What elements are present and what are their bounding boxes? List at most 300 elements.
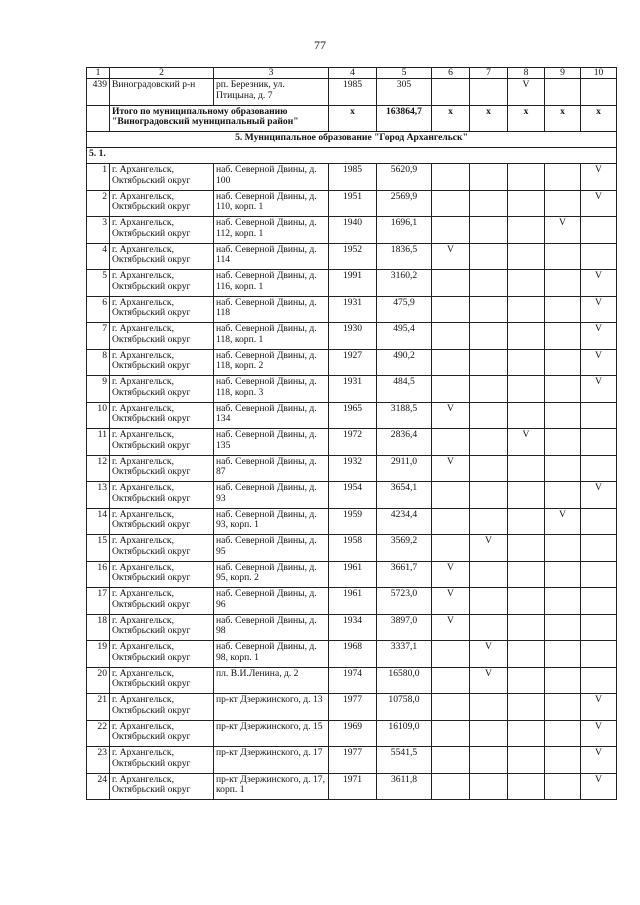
row-address: рп. Березник, ул. Птицына, д. 7 [214, 79, 329, 106]
row-mark [432, 667, 470, 694]
row-mark: V [432, 588, 470, 615]
row-mark [470, 455, 508, 482]
row-mark [545, 376, 581, 403]
row-area: 305 [377, 79, 432, 106]
table-row [87, 482, 617, 509]
row-mark [508, 190, 545, 217]
column-header: 2 [110, 68, 214, 79]
row-area: 3188,5 [377, 402, 432, 429]
row-area: 4234,4 [377, 508, 432, 535]
row-year: 1977 [329, 694, 377, 721]
row-area: 1696,1 [377, 217, 432, 244]
table-row [87, 588, 617, 615]
row-address: наб. Северной Двины, д. 110, корп. 1 [214, 190, 329, 217]
row-district: г. Архангельск, Октябрьский округ [110, 614, 214, 641]
row-mark: V [581, 296, 617, 323]
row-year: 1927 [329, 349, 377, 376]
row-area: 495,4 [377, 323, 432, 350]
row-mark [432, 217, 470, 244]
table-row [87, 376, 617, 403]
row-district: г. Архангельск, Октябрьский округ [110, 508, 214, 535]
row-district: г. Архангельск, Октябрьский округ [110, 588, 214, 615]
row-year: 1968 [329, 641, 377, 668]
row-mark: V [581, 720, 617, 747]
row-mark [545, 535, 581, 562]
row-mark [581, 429, 617, 456]
row-mark: V [432, 455, 470, 482]
table-row [87, 323, 617, 350]
row-mark [470, 614, 508, 641]
table-row [87, 402, 617, 429]
row-mark [432, 508, 470, 535]
row-district: Виноградовский р-н [110, 79, 214, 106]
row-mark [470, 429, 508, 456]
row-district: г. Архангельск, Октябрьский округ [110, 270, 214, 297]
row-number: 13 [87, 482, 110, 509]
row-mark [545, 402, 581, 429]
row-year: 1931 [329, 376, 377, 403]
table-row [87, 667, 617, 694]
row-mark [432, 535, 470, 562]
row-mark [508, 243, 545, 270]
row-mark [470, 694, 508, 721]
row-mark [545, 720, 581, 747]
row-area: 5541,5 [377, 747, 432, 774]
row-mark [508, 376, 545, 403]
row-mark [508, 720, 545, 747]
row-mark [470, 482, 508, 509]
row-mark [581, 243, 617, 270]
row-address: наб. Северной Двины, д. 96 [214, 588, 329, 615]
column-header: 3 [214, 68, 329, 79]
row-mark [508, 694, 545, 721]
row-mark: V [581, 773, 617, 800]
row-mark [508, 614, 545, 641]
row-mark: V [432, 614, 470, 641]
housing-registry-table [86, 67, 617, 800]
row-mark: V [470, 667, 508, 694]
row-year: 1961 [329, 588, 377, 615]
row-year: 1971 [329, 773, 377, 800]
row-year: 1930 [329, 323, 377, 350]
row-mark [545, 482, 581, 509]
row-year: 1952 [329, 243, 377, 270]
row-mark [508, 588, 545, 615]
row-address: наб. Северной Двины, д. 118 [214, 296, 329, 323]
row-mark [432, 773, 470, 800]
total-mark: x [545, 105, 581, 132]
row-mark [470, 164, 508, 191]
row-mark: V [581, 164, 617, 191]
row-area: 5723,0 [377, 588, 432, 615]
row-mark [545, 79, 581, 106]
row-mark [470, 402, 508, 429]
row-mark [508, 402, 545, 429]
row-area: 2569,9 [377, 190, 432, 217]
row-mark [470, 349, 508, 376]
row-area: 484,5 [377, 376, 432, 403]
row-mark [470, 270, 508, 297]
row-mark [581, 641, 617, 668]
row-year: 1940 [329, 217, 377, 244]
row-year: 1974 [329, 667, 377, 694]
row-year: 1958 [329, 535, 377, 562]
table-row [87, 535, 617, 562]
row-address: наб. Северной Двины, д. 114 [214, 243, 329, 270]
row-address: наб. Северной Двины, д. 98, корп. 1 [214, 641, 329, 668]
row-year: 1985 [329, 79, 377, 106]
row-mark: V [470, 641, 508, 668]
row-mark [470, 588, 508, 615]
row-mark [508, 747, 545, 774]
row-district: г. Архангельск, Октябрьский округ [110, 217, 214, 244]
row-mark [545, 455, 581, 482]
row-year: 1934 [329, 614, 377, 641]
row-mark [581, 667, 617, 694]
row-address: наб. Северной Двины, д. 118, корп. 2 [214, 349, 329, 376]
row-district: г. Архангельск, Октябрьский округ [110, 349, 214, 376]
row-mark [470, 720, 508, 747]
row-mark [432, 164, 470, 191]
row-mark [545, 164, 581, 191]
row-mark: V [581, 694, 617, 721]
table-row [87, 747, 617, 774]
row-mark [508, 323, 545, 350]
row-number: 10 [87, 402, 110, 429]
row-mark [508, 349, 545, 376]
row-district: г. Архангельск, Октябрьский округ [110, 323, 214, 350]
row-number: 8 [87, 349, 110, 376]
column-header: 7 [470, 68, 508, 79]
row-mark: V [508, 429, 545, 456]
row-year: 1932 [329, 455, 377, 482]
row-mark [545, 243, 581, 270]
row-mark [470, 243, 508, 270]
row-mark [545, 429, 581, 456]
row-mark [470, 323, 508, 350]
row-area: 3160,2 [377, 270, 432, 297]
row-area: 16580,0 [377, 667, 432, 694]
row-mark [432, 482, 470, 509]
row-number: 3 [87, 217, 110, 244]
row-address: наб. Северной Двины, д. 118, корп. 3 [214, 376, 329, 403]
row-year: 1977 [329, 747, 377, 774]
row-mark [545, 641, 581, 668]
column-number-row [87, 68, 617, 79]
row-year: 1969 [329, 720, 377, 747]
subsection-title: 5. 1. [87, 148, 617, 164]
table-row [87, 79, 617, 106]
row-number: 12 [87, 455, 110, 482]
row-mark [545, 296, 581, 323]
row-year: 1954 [329, 482, 377, 509]
table-row [87, 694, 617, 721]
row-mark [432, 720, 470, 747]
row-number: 5 [87, 270, 110, 297]
column-header: 1 [87, 68, 110, 79]
row-mark [545, 349, 581, 376]
row-number: 20 [87, 667, 110, 694]
row-address: пл. В.И.Ленина, д. 2 [214, 667, 329, 694]
row-district: г. Архангельск, Октябрьский округ [110, 747, 214, 774]
row-year: 1959 [329, 508, 377, 535]
row-mark [432, 376, 470, 403]
row-mark [508, 217, 545, 244]
row-district: г. Архангельск, Октябрьский округ [110, 455, 214, 482]
row-number: 14 [87, 508, 110, 535]
row-year: 1991 [329, 270, 377, 297]
row-mark [508, 535, 545, 562]
row-district: г. Архангельск, Октябрьский округ [110, 402, 214, 429]
row-mark: V [470, 535, 508, 562]
subsection-row [87, 148, 617, 164]
row-mark [470, 508, 508, 535]
row-area: 475,9 [377, 296, 432, 323]
row-address: пр-кт Дзержинского, д. 17 [214, 747, 329, 774]
row-number: 23 [87, 747, 110, 774]
row-mark: V [545, 217, 581, 244]
table-row [87, 773, 617, 800]
row-year: 1961 [329, 561, 377, 588]
row-address: наб. Северной Двины, д. 95, корп. 2 [214, 561, 329, 588]
row-year: 1965 [329, 402, 377, 429]
row-mark [545, 323, 581, 350]
total-label: Итого по муниципальному образованию "Виноградовский муниципальный район" [110, 105, 329, 132]
row-area: 2836,4 [377, 429, 432, 456]
row-address: пр-кт Дзержинского, д. 17, корп. 1 [214, 773, 329, 800]
row-mark [545, 270, 581, 297]
row-mark [470, 190, 508, 217]
row-mark [432, 79, 470, 106]
row-mark [581, 535, 617, 562]
row-district: г. Архангельск, Октябрьский округ [110, 376, 214, 403]
row-year: 1972 [329, 429, 377, 456]
row-district: г. Архангельск, Октябрьский округ [110, 296, 214, 323]
row-mark [432, 296, 470, 323]
row-mark: V [545, 508, 581, 535]
table-row [87, 217, 617, 244]
row-number: 6 [87, 296, 110, 323]
row-mark: V [581, 270, 617, 297]
row-mark [508, 641, 545, 668]
table-row [87, 190, 617, 217]
row-district: г. Архангельск, Октябрьский округ [110, 694, 214, 721]
row-number: 24 [87, 773, 110, 800]
row-district: г. Архангельск, Октябрьский округ [110, 641, 214, 668]
row-mark [581, 217, 617, 244]
row-number: 439 [87, 79, 110, 106]
row-address: пр-кт Дзержинского, д. 13 [214, 694, 329, 721]
total-year: x [329, 105, 377, 132]
row-mark [470, 79, 508, 106]
row-mark [545, 588, 581, 615]
table-row [87, 508, 617, 535]
row-mark [545, 190, 581, 217]
row-district: г. Архангельск, Октябрьский округ [110, 482, 214, 509]
row-district: г. Архангельск, Октябрьский округ [110, 773, 214, 800]
table-row [87, 561, 617, 588]
row-district: г. Архангельск, Октябрьский округ [110, 190, 214, 217]
total-mark: x [432, 105, 470, 132]
row-mark [432, 641, 470, 668]
row-mark [508, 508, 545, 535]
row-district: г. Архангельск, Октябрьский округ [110, 667, 214, 694]
row-mark: V [581, 190, 617, 217]
table-row [87, 455, 617, 482]
row-number: 19 [87, 641, 110, 668]
row-number: 11 [87, 429, 110, 456]
row-area: 3569,2 [377, 535, 432, 562]
table-row [87, 349, 617, 376]
row-mark [470, 217, 508, 244]
row-mark: V [432, 402, 470, 429]
total-mark: x [508, 105, 545, 132]
column-header: 6 [432, 68, 470, 79]
row-mark [508, 270, 545, 297]
row-mark: V [432, 243, 470, 270]
row-mark [470, 376, 508, 403]
row-district: г. Архангельск, Октябрьский округ [110, 561, 214, 588]
row-number: 4 [87, 243, 110, 270]
total-area: 163864,7 [377, 105, 432, 132]
row-mark [432, 190, 470, 217]
table-row [87, 164, 617, 191]
row-address: наб. Северной Двины, д. 98 [214, 614, 329, 641]
row-mark [470, 773, 508, 800]
row-mark [581, 455, 617, 482]
row-mark [508, 482, 545, 509]
row-number: 1 [87, 164, 110, 191]
row-mark: V [581, 747, 617, 774]
row-address: пр-кт Дзержинского, д. 15 [214, 720, 329, 747]
row-address: наб. Северной Двины, д. 100 [214, 164, 329, 191]
row-area: 3611,8 [377, 773, 432, 800]
row-district: г. Архангельск, Октябрьский округ [110, 429, 214, 456]
row-mark [581, 588, 617, 615]
row-mark [470, 561, 508, 588]
row-area: 3897,0 [377, 614, 432, 641]
row-mark [432, 270, 470, 297]
row-mark [508, 296, 545, 323]
row-address: наб. Северной Двины, д. 93, корп. 1 [214, 508, 329, 535]
row-mark [508, 667, 545, 694]
row-year: 1951 [329, 190, 377, 217]
row-mark [545, 747, 581, 774]
row-mark: V [581, 349, 617, 376]
section-title: 5. Муниципальное образование "Город Архангельск" [87, 132, 617, 148]
row-mark [545, 667, 581, 694]
row-address: наб. Северной Двины, д. 93 [214, 482, 329, 509]
row-mark: V [581, 376, 617, 403]
row-mark [470, 747, 508, 774]
row-area: 2911,0 [377, 455, 432, 482]
row-address: наб. Северной Двины, д. 112, корп. 1 [214, 217, 329, 244]
table-row [87, 270, 617, 297]
page-number: 77 [314, 38, 326, 52]
row-district: г. Архангельск, Октябрьский округ [110, 243, 214, 270]
table-row [87, 641, 617, 668]
column-header: 8 [508, 68, 545, 79]
row-number: 9 [87, 376, 110, 403]
row-mark: V [581, 482, 617, 509]
row-mark [581, 508, 617, 535]
row-mark [581, 614, 617, 641]
row-area: 3661,7 [377, 561, 432, 588]
row-mark [508, 561, 545, 588]
row-mark [508, 773, 545, 800]
column-header: 5 [377, 68, 432, 79]
table-row [87, 429, 617, 456]
row-address: наб. Северной Двины, д. 134 [214, 402, 329, 429]
row-mark [581, 79, 617, 106]
row-address: наб. Северной Двины, д. 118, корп. 1 [214, 323, 329, 350]
row-area: 1836,5 [377, 243, 432, 270]
total-row [87, 105, 617, 132]
row-year: 1985 [329, 164, 377, 191]
row-number: 15 [87, 535, 110, 562]
row-mark [545, 773, 581, 800]
row-number: 17 [87, 588, 110, 615]
row-mark [432, 747, 470, 774]
row-mark [545, 694, 581, 721]
column-header: 9 [545, 68, 581, 79]
row-number: 22 [87, 720, 110, 747]
row-mark [581, 561, 617, 588]
row-area: 10758,0 [377, 694, 432, 721]
row-mark: V [508, 79, 545, 106]
row-area: 16109,0 [377, 720, 432, 747]
row-mark [432, 323, 470, 350]
row-area: 5620,9 [377, 164, 432, 191]
row-number: 16 [87, 561, 110, 588]
row-number: 21 [87, 694, 110, 721]
row-district: г. Архангельск, Октябрьский округ [110, 164, 214, 191]
total-mark: x [470, 105, 508, 132]
row-address: наб. Северной Двины, д. 95 [214, 535, 329, 562]
row-area: 3654,1 [377, 482, 432, 509]
column-header: 4 [329, 68, 377, 79]
row-mark [581, 402, 617, 429]
total-mark: x [581, 105, 617, 132]
column-header: 10 [581, 68, 617, 79]
row-number: 18 [87, 614, 110, 641]
row-area: 490,2 [377, 349, 432, 376]
row-mark [545, 614, 581, 641]
row-mark [545, 561, 581, 588]
row-mark: V [432, 561, 470, 588]
row-mark [508, 455, 545, 482]
row-year: 1931 [329, 296, 377, 323]
table-row [87, 614, 617, 641]
row-mark [470, 296, 508, 323]
row-district: г. Архангельск, Октябрьский округ [110, 720, 214, 747]
row-number: 2 [87, 190, 110, 217]
table-row [87, 296, 617, 323]
table-row [87, 243, 617, 270]
row-address: наб. Северной Двины, д. 87 [214, 455, 329, 482]
table-row [87, 720, 617, 747]
row-area: 3337,1 [377, 641, 432, 668]
row-district: г. Архангельск, Октябрьский округ [110, 535, 214, 562]
row-mark: V [581, 323, 617, 350]
section-row [87, 132, 617, 148]
row-address: наб. Северной Двины, д. 135 [214, 429, 329, 456]
row-number: 7 [87, 323, 110, 350]
row-address: наб. Северной Двины, д. 116, корп. 1 [214, 270, 329, 297]
row-mark [508, 164, 545, 191]
row-mark [432, 349, 470, 376]
row-mark [432, 429, 470, 456]
